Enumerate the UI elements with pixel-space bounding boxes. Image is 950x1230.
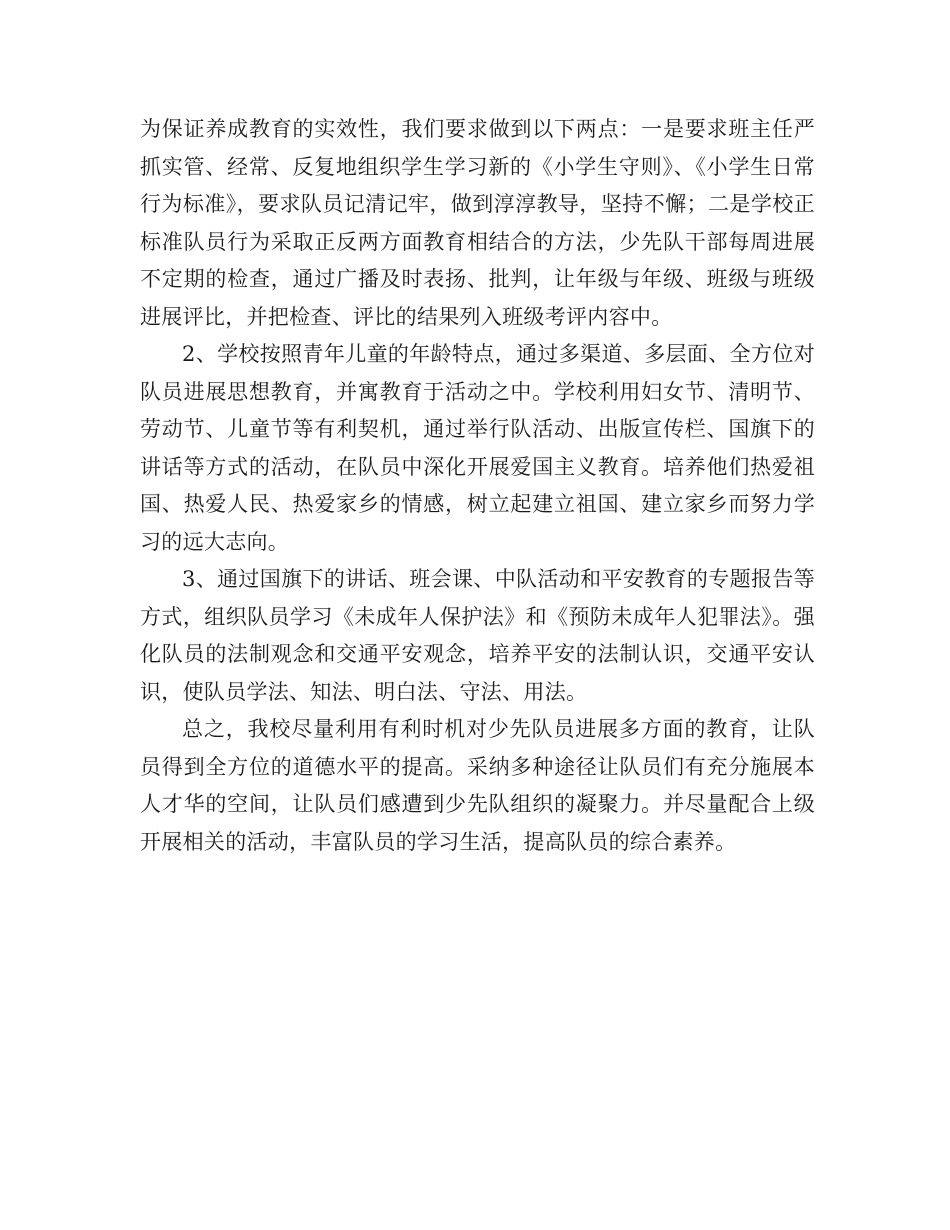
- paragraph-summary: 总之，我校尽量利用有利时机对少先队员进展多方面的教育，让队员得到全方位的道德水平的提高。采纳多种途径让队员们有充分施展本人才华的空间，让队员们感遭到少先队组织的凝聚力。并尽量配合上级开展相关的活动，丰富队员的学习生活，提高队员的综合素养。: [140, 717, 815, 854]
- paragraph-ideological-education: 2、学校按照青年儿童的年龄特点，通过多渠道、多层面、全方位对队员进展思想教育，并寓教育于活动之中。学校利用妇女节、清明节、劳动节、儿童节等有利契机，通过举行队活动、出版宣传栏、国旗下的讲话等方式的活动，在队员中深化开展爱国主义教育。培养他们热爱祖国、热爱人民、热爱家乡的情感，树立起建立祖国、建立家乡而努力学习的远大志向。: [140, 342, 815, 554]
- document-body: [140, 111, 815, 861]
- paragraph-discipline-education: 为保证养成教育的实效性，我们要求做到以下两点：一是要求班主任严抓实管、经常、反复地组织学生学习新的《小学生守则》、《小学生日常行为标准》，要求队员记清记牢，做到淳淳教导，坚持不懈；二是学校正标准队员行为采取正反两方面教育相结合的方法，少先队干部每周进展不定期的检查，通过广播及时表扬、批判，让年级与年级、班级与班级进展评比，并把检查、评比的结果列入班级考评内容中。: [140, 117, 815, 329]
- paragraph-legal-education: 3、通过国旗下的讲话、班会课、中队活动和平安教育的专题报告等方式，组织队员学习《未成年人保护法》和《预防未成年人犯罪法》。强化队员的法制观念和交通平安观念，培养平安的法制认识，交通平安认识，使队员学法、知法、明白法、守法、用法。: [140, 567, 815, 704]
